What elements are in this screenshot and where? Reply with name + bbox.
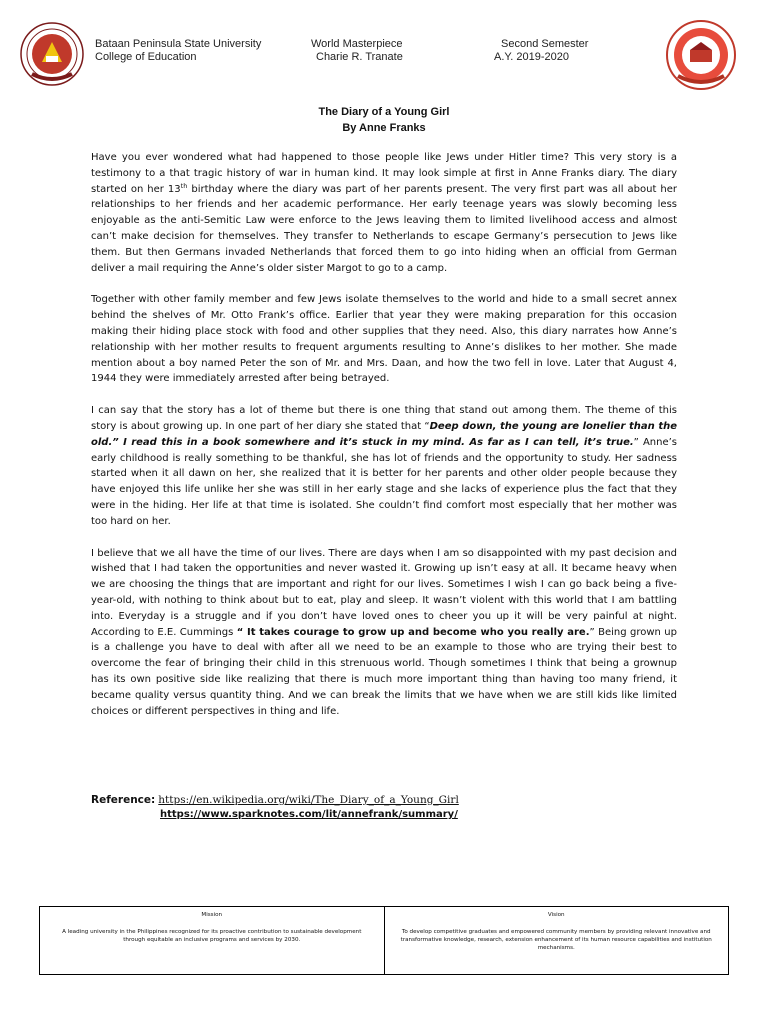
mission-text: A leading university in the Philippines recognized for its proactive contribution to sustainable development through equitable an inclusive programs and services by 2030. [62,929,362,943]
academic-year: A.Y. 2019-2020 [494,51,570,63]
reference-link-wikipedia[interactable]: https://en.wikipedia.org/wiki/The_Diary_of_a_Young_Girl [158,794,459,806]
document-author: By Anne Franks [342,122,426,134]
vision-box [384,907,729,974]
mission-heading: Mission [201,912,223,918]
university-seal-icon [20,22,84,86]
course-name: World Masterpiece [311,38,403,50]
college-seal-icon [666,20,736,90]
diary-quote: Deep down, the young are lonelier than the old.” I read this in a book somewhere and it’s stuck in my mind. As far as I can tell, it’s true. [91,420,677,448]
paragraph-2: Together with other family member and few Jews isolate themselves to the world and hide to a small secret annex behind the shelves of Mr. Otto Frank’s office. Earlier that year they were making preparation for this occasion making their hiding place stock with food and other supplies that they need. Also, this diary narrates how Anne’s relationship with her mother results to frequent arguments resulting to Anne’s dislikes to her mother. She made mention about a boy named Peter the son of Mr. and Mrs. Daan, and how the two fell in love. Later that August 4, 1944 they were immediately arrested after being betrayed. [91,294,677,385]
vision-heading: Vision [547,912,565,918]
mission-vision-footer [39,906,729,975]
semester: Second Semester [501,38,589,50]
reference-label: Reference: [91,794,156,806]
paragraph-3: I can say that the story has a lot of theme but there is one thing that stand out among them. The theme of this story is about growing up. In one part of her diary she stated that “Deep down, the young are lonelier than the old.” I read this in a book somewhere and it’s stuck in my mind. As far as I can tell, it’s true.” Anne’s early childhood is really something to be thankful, she has lot of friends and the opportunity to study. Her sadness started when it all dawn on her, she realized that it is better for her parents and other older people because they have enjoyed this life unlike her she was still in her early stage and she lacks of experience plus the fact that they were in the hiding. Her life at that time is isolated. She couldn’t find comfort most especially that her mother was too hard on her. [91,405,678,527]
paragraph-4: I believe that we all have the time of our lives. There are days when I am so disappointed with my past decision and wished that I had taken the opportunities and never wasted it. Growing up isn’t easy at all. It became heavy when we are choosing the things that are important and right for our lives. Sometimes I wish I can go back being a five-year-old, with nothing to think about but to eat, play and sleep. It wasn’t violent with this world that I am battling into. Everyday is a struggle and if you don’t have loved ones to cheer you up it will be very painful at night. According to E.E. Cummings “ It takes courage to grow up and become who you really are.” Being grown up is a challenge you have to deal with after all we need to be an example to those who are trying their best to overcome the fear of bringing their child in this strenuous world. Though sometimes I think that being a grownup has its own positive side like realizing that there is much more important thing than having too many friend, it became quality versus quantity thing. And we can break the limits that we have when we are still kids like limited choices or different perspectives in thing and life. [91,547,677,717]
cummings-quote: “ It takes courage to grow up and become who you really are. [236,626,590,638]
college-name: College of Education [95,51,197,63]
header-university [95,38,261,64]
vision-text: To develop competitive graduates and empowered community members by providing relevant innovative and transformative knowledge, research, extension enhancement of its human resource capabilities and institution mechanisms. [400,929,712,951]
essay-body [91,150,677,735]
mission-box [40,907,384,974]
document-title: The Diary of a Young Girl [318,106,450,118]
reference-line [91,793,459,807]
university-name: Bataan Peninsula State University [95,38,262,50]
reference-link-sparknotes[interactable]: https://www.sparknotes.com/lit/annefrank/summary/ [160,809,458,820]
teacher-name: Charie R. Tranate [316,51,403,63]
paragraph-1: Have you ever wondered what had happened to those people like Jews under Hitler time? This very story is a testimony to a that tragic history of war in human kind. It may look simple at first in Anne Franks diary. The diary started on her 13th birthday where the diary was part of her parents present. The very first part was all about her relationships to her friends and her academic performance. Her early teenage years was slowly becoming less enjoyable as the anti-Semitic Law were enforce to the Jews leaving them to limited livelihood access and almost can’t make decision for themselves. They transfer to Netherlands to escape Germany’s persecution to Jews like them. But then Germans invaded Netherlands that forced them to go into hiding when an official from German deliver a mail requiring the Anne’s older sister Margot to go to a camp. [91,152,677,274]
